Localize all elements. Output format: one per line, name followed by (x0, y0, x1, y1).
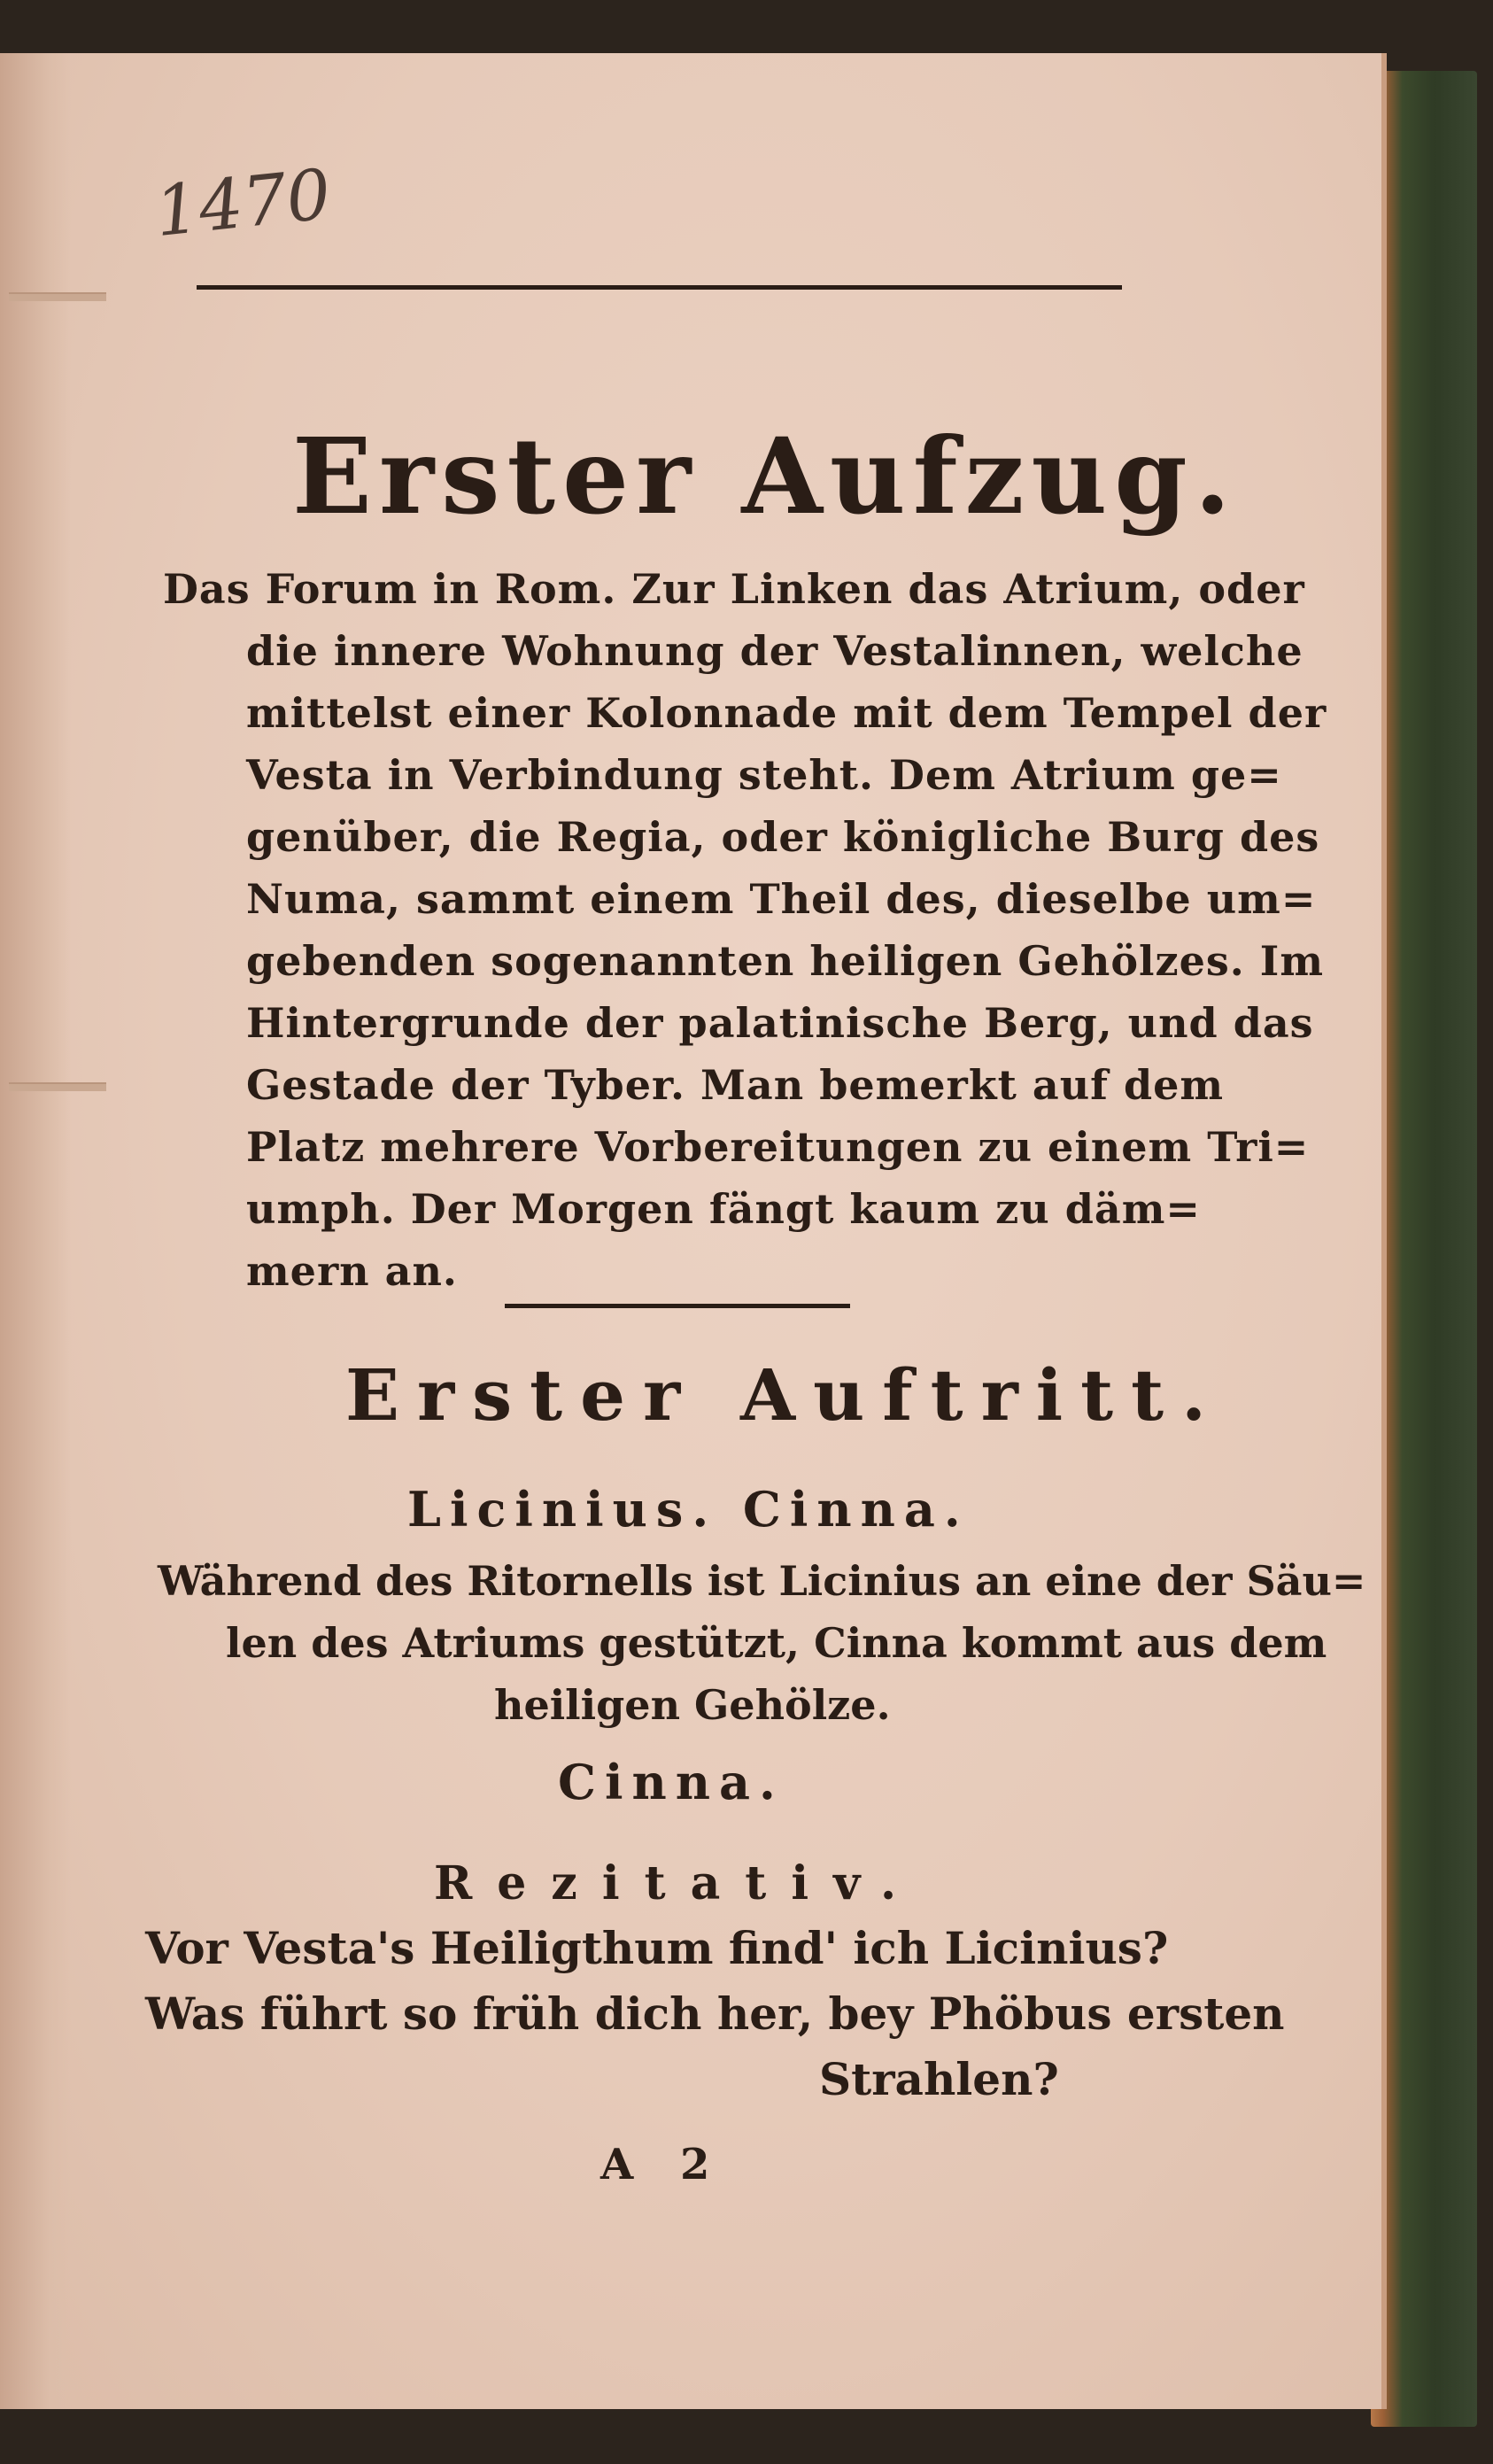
setting-line: Numa, sammt einem Theil des, dieselbe um= (246, 875, 1317, 923)
speaker-name: Cinna. (558, 1754, 785, 1810)
setting-line: Gestade der Tyber. Man bemerkt auf dem (246, 1061, 1225, 1109)
setting-line: genüber, die Regia, oder königliche Burg des (246, 813, 1320, 861)
binding-stitch (9, 1082, 106, 1091)
setting-line: Vesta in Verbindung steht. Dem Atrium ge= (246, 751, 1282, 799)
setting-line: Das Forum in Rom. Zur Linken das Atrium, oder (163, 565, 1305, 613)
act-heading: Erster Aufzug. (292, 415, 1238, 538)
stage-direction-line: Während des Ritornells ist Licinius an eine der Säu= (158, 1557, 1366, 1605)
handwritten-number: 1470 (151, 154, 335, 253)
setting-line: Hintergrunde der palatinische Berg, und das (246, 999, 1314, 1047)
setting-line: umph. Der Morgen fängt kaum zu däm= (246, 1185, 1201, 1233)
section-divider (505, 1304, 850, 1308)
setting-line: gebenden sogenannten heiligen Gehölzes. Im (246, 937, 1324, 985)
page-gutter (0, 53, 71, 2409)
stage-direction-line: heiligen Gehölze. (494, 1681, 891, 1729)
stage-direction-line: len des Atriums gestützt, Cinna kommt aus dem (226, 1619, 1327, 1667)
verse-line: Vor Vesta's Heiligthum find' ich Licinius? (145, 1922, 1169, 1974)
book-binding-edge (1371, 71, 1477, 2427)
persons-list: Licinius. Cinna. (407, 1481, 970, 1538)
verse-line: Was führt so früh dich her, bey Phöbus ersten (145, 1987, 1285, 2040)
setting-line: die innere Wohnung der Vestalinnen, welche (246, 627, 1303, 675)
scene-heading: Erster Auftritt. (345, 1353, 1224, 1437)
setting-line: Platz mehrere Vorbereitungen zu einem Tri= (246, 1123, 1310, 1171)
setting-line: mittelst einer Kolonnade mit dem Tempel der (246, 689, 1327, 737)
recitative-label: Rezitativ. (434, 1856, 922, 1910)
verse-line: Strahlen? (819, 2053, 1059, 2105)
top-rule (197, 285, 1122, 290)
setting-line: mern an. (246, 1247, 458, 1295)
binding-stitch (9, 292, 106, 301)
book-page (0, 53, 1387, 2409)
signature-mark: A 2 (600, 2140, 726, 2189)
